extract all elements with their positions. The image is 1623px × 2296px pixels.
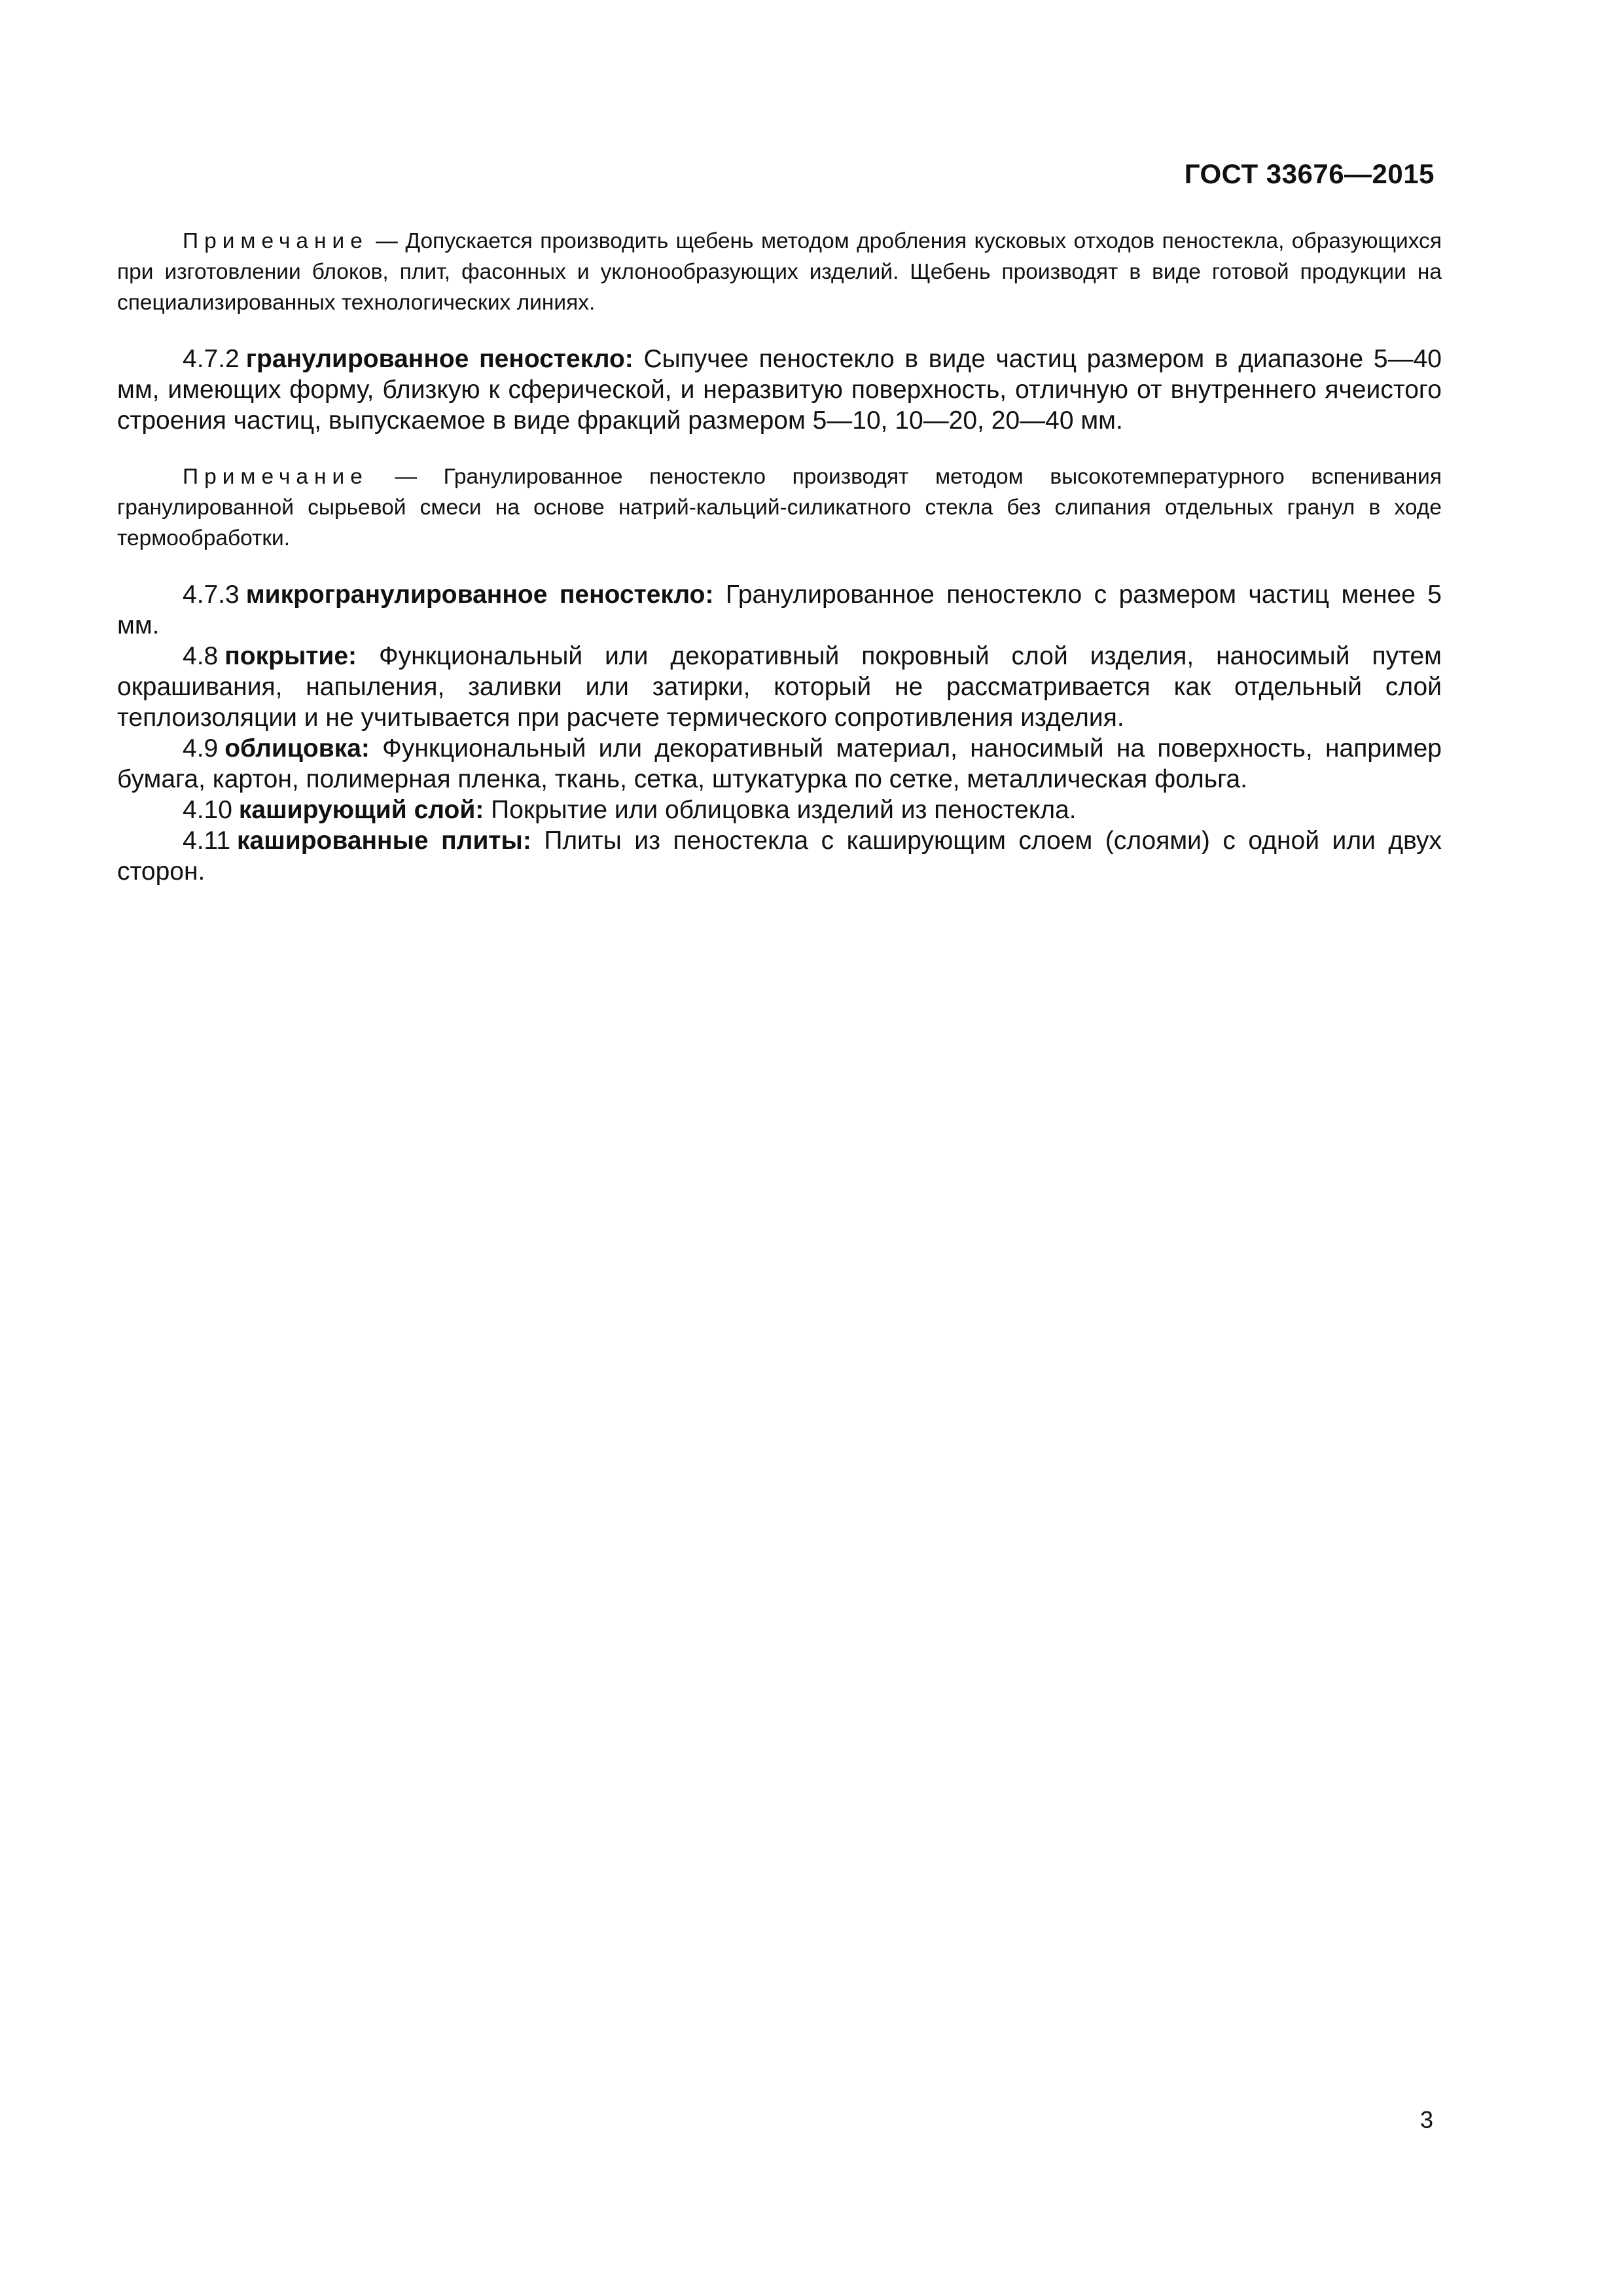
clause-number: 4.8 bbox=[183, 642, 219, 670]
clause-number: 4.11 bbox=[183, 827, 231, 855]
definition-paragraph-4-7-2 bbox=[117, 344, 1442, 436]
note-paragraph bbox=[117, 226, 1442, 318]
clause-number: 4.10 bbox=[183, 796, 232, 824]
document-body bbox=[117, 226, 1442, 887]
term-heading: кашированные плиты: bbox=[237, 827, 531, 855]
clause-number: 4.7.2 bbox=[183, 345, 240, 373]
note-text: Гранулированное пеностекло производят методом высокотемпературного вспенивания гранулированной сырьевой смеси на основе натрий-кальций-силикатного стекла без слипания отдельных гранул в ходе термообработки. bbox=[117, 465, 1442, 550]
definition-text: Функциональный или декоративный материал, наносимый на поверхность, например бумага, картон, полимерная пленка, ткань, сетка, штукатурка по сетке, металлическая фольга. bbox=[117, 734, 1442, 793]
definition-paragraph-4-7-3 bbox=[117, 579, 1442, 641]
definition-paragraph-4-8 bbox=[117, 641, 1442, 733]
definition-text: Покрытие или облицовка изделий из пеностекла. bbox=[484, 796, 1077, 824]
note-text: Допускается производить щебень методом дробления кусковых отходов пеностекла, образующихся при изготовлении блоков, плит, фасонных и уклонообразующих изделий. Щебень производят в виде готовой продукции на специализированных технологических линиях. bbox=[117, 229, 1442, 315]
term-heading: покрытие: bbox=[224, 642, 357, 670]
definition-text: Гранулированное пеностекло с размером частиц менее 5 мм. bbox=[117, 581, 1442, 639]
definition-text: Функциональный или декоративный покровный слой изделия, наносимый путем окрашивания, напыления, заливки или затирки, который не рассматривается как отдельный слой теплоизоляции и не учитывается при расчете термического сопротивления изделия. bbox=[117, 642, 1442, 732]
note-dash: — bbox=[368, 465, 444, 489]
page-number: 3 bbox=[1419, 2106, 1433, 2133]
definition-paragraph-4-10 bbox=[117, 795, 1442, 825]
definition-paragraph-4-11 bbox=[117, 825, 1442, 887]
clause-number: 4.7.3 bbox=[183, 581, 240, 609]
term-heading: каширующий слой: bbox=[238, 796, 484, 824]
term-heading: гранулированное пеностекло: bbox=[245, 345, 633, 373]
definition-text: Плиты из пеностекла с каширующим слоем (слоями) с одной или двух сторон. bbox=[117, 827, 1442, 886]
note-label: Примечание bbox=[183, 229, 368, 253]
term-heading: облицовка: bbox=[224, 734, 370, 762]
definition-text: Сыпучее пеностекло в виде частиц размером в диапазоне 5—40 мм, имеющих форму, близкую к сферической, и неразвитую поверхность, отличную от внутреннего ячеистого строения частиц, выпускаемое в виде фракций размером 5—10, 10—20, 20—40 мм. bbox=[117, 345, 1442, 435]
note-paragraph bbox=[117, 461, 1442, 554]
term-heading: микрогранулированное пеностекло: bbox=[245, 581, 714, 609]
note-dash: — bbox=[368, 229, 406, 253]
clause-number: 4.9 bbox=[183, 734, 219, 762]
definition-paragraph-4-9 bbox=[117, 733, 1442, 795]
document-code-header: ГОСТ 33676—2015 bbox=[1184, 158, 1435, 189]
note-label: Примечание bbox=[183, 465, 368, 489]
